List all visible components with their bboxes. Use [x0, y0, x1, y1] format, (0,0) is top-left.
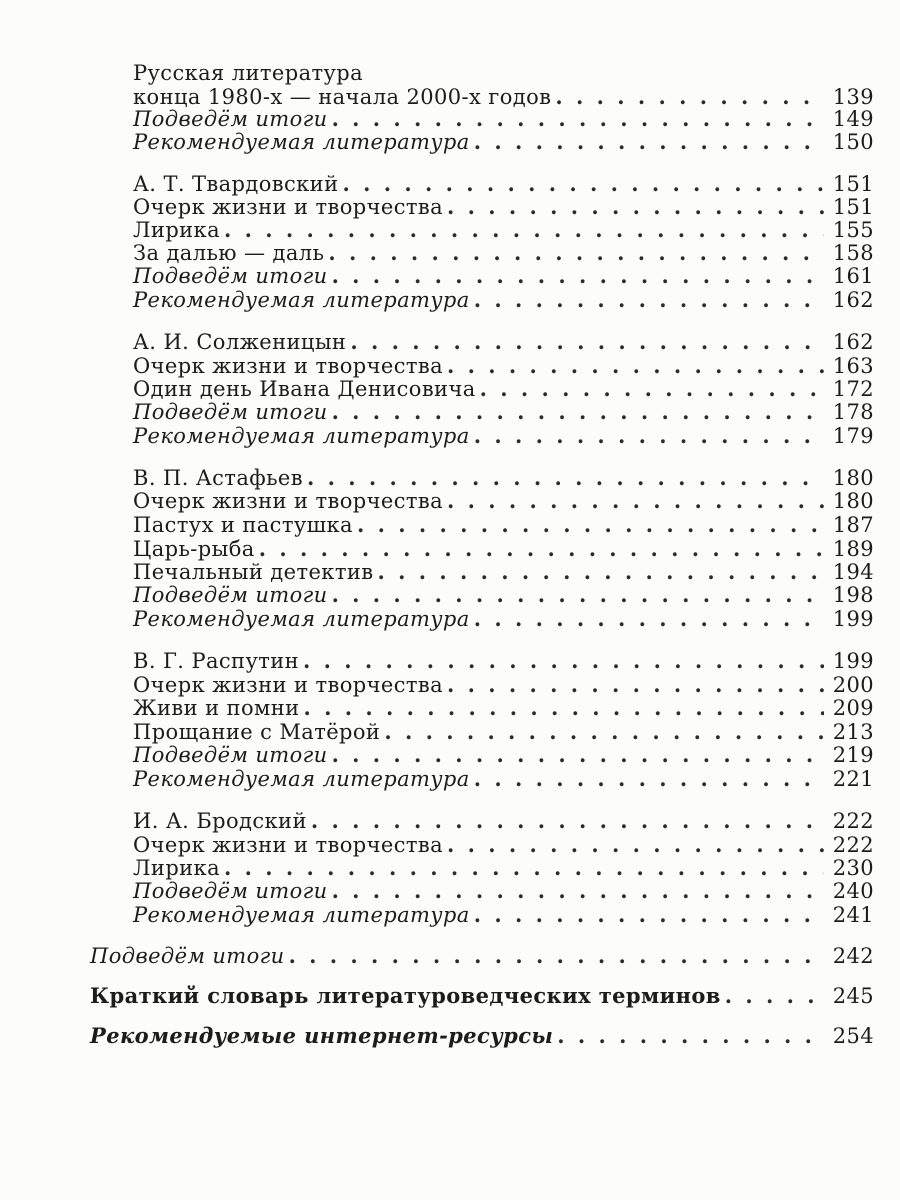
- toc-entry[interactable]: [133, 607, 874, 631]
- toc-entry-page: 222: [832, 833, 874, 857]
- toc-leader-dots: [725, 984, 824, 1008]
- toc-leader-dots: [480, 377, 824, 401]
- toc-leader-dots: [474, 767, 824, 791]
- toc-entry-page: 179: [832, 424, 874, 448]
- toc-entry-title: А. И. Солженицын: [133, 330, 347, 354]
- toc-entry-page: 162: [832, 330, 874, 354]
- toc-entry-title: Печальный детектив: [133, 560, 374, 584]
- toc-entry-page: 151: [832, 172, 874, 196]
- toc-entry-title: Подведём итоги: [133, 107, 328, 131]
- toc-entry-title: А. Т. Твардовский: [133, 172, 339, 196]
- toc-entry[interactable]: [133, 489, 874, 513]
- toc-entry-page: 241: [832, 903, 874, 927]
- toc-entry[interactable]: [133, 903, 874, 927]
- toc-entry-page: 199: [832, 649, 874, 673]
- toc-entry[interactable]: [133, 241, 874, 265]
- toc-leader-dots: [224, 856, 824, 880]
- toc-entry-title: Рекомендуемые интернет-ресурсы: [90, 1023, 554, 1048]
- toc-entry-title: Рекомендуемая литература: [133, 903, 470, 927]
- toc-entry-page: 254: [832, 1024, 874, 1048]
- toc-leader-dots: [447, 195, 824, 219]
- toc-entry-page: 155: [832, 218, 874, 242]
- toc-entry-page: 180: [832, 489, 874, 513]
- toc-leader-dots: [311, 809, 824, 833]
- toc-entry-page: 194: [832, 560, 874, 584]
- toc-entry-title: Очерк жизни и творчества: [133, 195, 444, 219]
- toc-leader-dots: [289, 944, 824, 968]
- toc-leader-dots: [474, 424, 824, 448]
- toc-leader-dots: [303, 649, 824, 673]
- toc-entry[interactable]: [133, 856, 874, 880]
- toc-leader-dots: [332, 583, 824, 607]
- toc-entry-page: 213: [832, 720, 874, 744]
- toc-entry-title: Прощание с Матёрой: [133, 720, 381, 744]
- toc-entry-page: 240: [832, 879, 874, 903]
- toc-entry-title: Царь-рыба: [133, 537, 255, 561]
- toc-leader-dots: [474, 288, 824, 312]
- toc-entry-title: Лирика: [133, 856, 221, 880]
- toc-entry-title: Подведём итоги: [90, 944, 285, 968]
- toc-entry[interactable]: [133, 696, 874, 720]
- toc-entry[interactable]: [133, 583, 874, 607]
- toc-entry-title: Рекомендуемая литература: [133, 767, 470, 791]
- toc-entry-page: 161: [832, 264, 874, 288]
- toc-entry-page: 162: [832, 288, 874, 312]
- toc-entry[interactable]: [133, 172, 874, 196]
- toc-entry[interactable]: [133, 400, 874, 424]
- toc-entry-page: 149: [832, 107, 874, 131]
- toc-entry-page: 222: [832, 809, 874, 833]
- toc-entry-title: В. Г. Распутин: [133, 649, 300, 673]
- toc-leader-dots: [377, 560, 824, 584]
- toc-entry-title: Подведём итоги: [133, 743, 328, 767]
- toc-leader-dots: [474, 130, 824, 154]
- toc-leader-dots: [474, 903, 824, 927]
- toc-entry[interactable]: [90, 1024, 874, 1048]
- toc-leader-dots: [304, 696, 824, 720]
- toc-leader-dots: [555, 85, 824, 109]
- toc-leader-dots: [332, 743, 824, 767]
- toc-entry[interactable]: [133, 330, 874, 354]
- toc-entry[interactable]: [133, 537, 874, 561]
- toc-entry-page: 221: [832, 767, 874, 791]
- toc-entry[interactable]: [90, 984, 874, 1008]
- toc-entry-title: конца 1980-х — начала 2000-х годов: [133, 85, 552, 109]
- toc-entry-title: В. П. Астафьев: [133, 466, 303, 490]
- toc-leader-dots: [447, 833, 824, 857]
- toc-entry-title: Один день Ивана Денисовича: [133, 377, 476, 401]
- toc-leader-dots: [350, 330, 824, 354]
- toc-entry-title: Очерк жизни и творчества: [133, 833, 444, 857]
- toc-leader-dots: [332, 400, 824, 424]
- toc-entry-title: Рекомендуемая литература: [133, 424, 470, 448]
- toc-leader-dots: [447, 489, 824, 513]
- toc-entry[interactable]: [133, 130, 874, 154]
- toc-entry[interactable]: [133, 879, 874, 903]
- toc-entry-page: 242: [832, 944, 874, 968]
- toc-entry-page: 151: [832, 195, 874, 219]
- toc-entry[interactable]: [133, 513, 874, 537]
- toc-entry-page: 219: [832, 743, 874, 767]
- toc-entry-title: Очерк жизни и творчества: [133, 673, 444, 697]
- toc-entry-title: Лирика: [133, 218, 221, 242]
- toc-entry[interactable]: [133, 767, 874, 791]
- toc-entry-page: 172: [832, 377, 874, 401]
- toc-entry[interactable]: [133, 720, 874, 744]
- toc-entry[interactable]: [133, 743, 874, 767]
- toc-entry[interactable]: [133, 195, 874, 219]
- toc-entry-page: 187: [832, 513, 874, 537]
- toc-intro-line: Русская литература: [133, 61, 364, 85]
- toc-entry-page: 245: [832, 984, 874, 1008]
- toc-leader-dots: [332, 107, 824, 131]
- toc-leader-dots: [447, 673, 824, 697]
- toc-entry-page: 180: [832, 466, 874, 490]
- toc-entry-page: 150: [832, 130, 874, 154]
- toc-entry[interactable]: [90, 944, 874, 968]
- toc-entry-page: 158: [832, 241, 874, 265]
- toc-entry-page: 189: [832, 537, 874, 561]
- toc-leader-dots: [332, 879, 824, 903]
- toc-leader-dots: [259, 537, 824, 561]
- toc-entry-title: Рекомендуемая литература: [133, 607, 470, 631]
- toc-entry[interactable]: [133, 560, 874, 584]
- toc-entry-title: И. А. Бродский: [133, 809, 307, 833]
- toc-entry[interactable]: [133, 833, 874, 857]
- toc-leader-dots: [307, 466, 824, 490]
- toc-entry[interactable]: [133, 424, 874, 448]
- toc-entry[interactable]: [133, 354, 874, 378]
- toc-leader-dots: [447, 354, 824, 378]
- toc-entry-title: Подведём итоги: [133, 879, 328, 903]
- toc-entry[interactable]: [133, 649, 874, 673]
- toc-entry-title: Подведём итоги: [133, 583, 328, 607]
- toc-entry-title: Краткий словарь литературоведческих терминов: [90, 983, 721, 1008]
- toc-entry[interactable]: [133, 466, 874, 490]
- toc-entry-title: Подведём итоги: [133, 264, 328, 288]
- toc-entry-title: Очерк жизни и творчества: [133, 354, 444, 378]
- toc-leader-dots: [328, 241, 824, 265]
- toc-leader-dots: [224, 218, 824, 242]
- toc-entry[interactable]: [133, 288, 874, 312]
- toc-leader-dots: [474, 607, 824, 631]
- toc-entry-page: 199: [832, 607, 874, 631]
- toc-entry-title: Пастух и пастушка: [133, 513, 353, 537]
- toc-entry[interactable]: [133, 264, 874, 288]
- toc-leader-dots: [557, 1024, 824, 1048]
- toc-entry-page: 163: [832, 354, 874, 378]
- toc-entry-page: 209: [832, 696, 874, 720]
- toc-entry[interactable]: [133, 85, 874, 109]
- toc-entry-title: Очерк жизни и творчества: [133, 489, 444, 513]
- toc-entry[interactable]: [133, 673, 874, 697]
- toc-entry-title: Живи и помни: [133, 696, 300, 720]
- toc-entry-title: За далью — даль: [133, 241, 325, 265]
- toc-entry-page: 198: [832, 583, 874, 607]
- toc-entry-page: 230: [832, 856, 874, 880]
- toc-entry-page: 200: [832, 673, 874, 697]
- toc-entry-title: Подведём итоги: [133, 400, 328, 424]
- toc-entry-page: 178: [832, 400, 874, 424]
- toc-entry[interactable]: [133, 107, 874, 131]
- toc-entry[interactable]: [133, 809, 874, 833]
- toc-leader-dots: [384, 720, 824, 744]
- toc-leader-dots: [357, 513, 824, 537]
- toc-entry-title: Рекомендуемая литература: [133, 130, 470, 154]
- toc-leader-dots: [332, 264, 824, 288]
- toc-entry-page: 139: [832, 85, 874, 109]
- toc-leader-dots: [342, 172, 824, 196]
- toc-entry[interactable]: [133, 377, 874, 401]
- toc-entry[interactable]: [133, 218, 874, 242]
- toc-entry-title: Рекомендуемая литература: [133, 288, 470, 312]
